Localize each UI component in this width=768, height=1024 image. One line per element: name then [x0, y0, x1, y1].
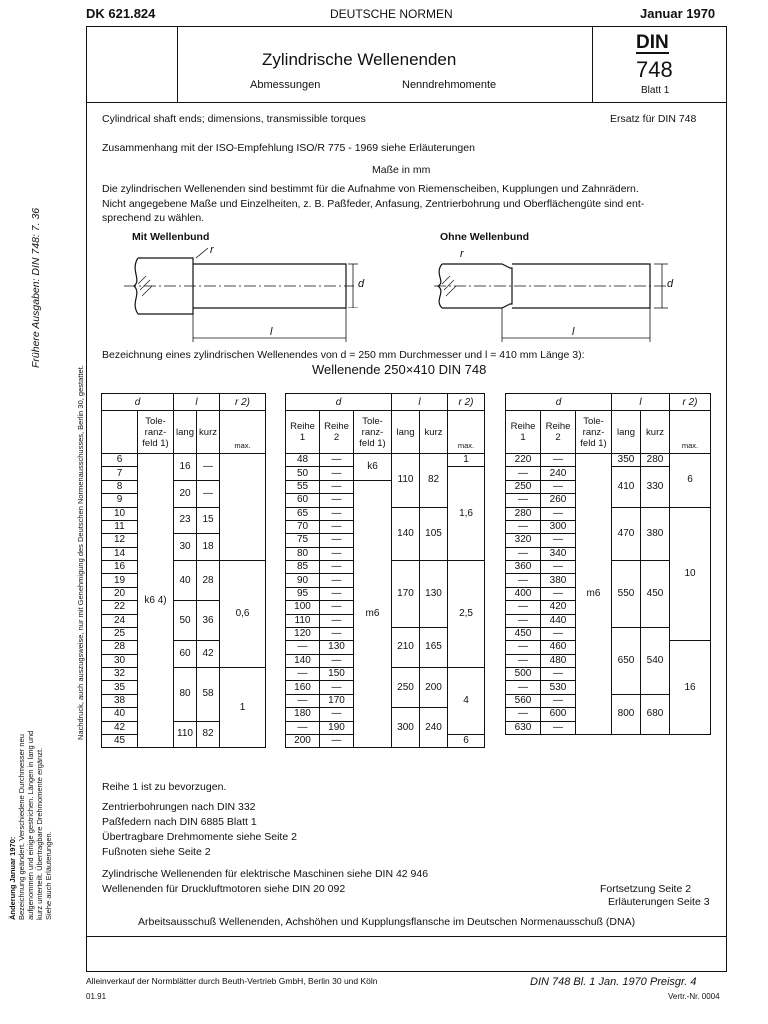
cell-reihe-1: — [286, 694, 320, 707]
cell-reihe-2: 150 [320, 668, 354, 681]
contract-number: Vertr.-Nr. 0004 [668, 992, 720, 1001]
intro-line-2: Nicht angegebene Maße und Einzelheiten, z. B. Paßfeder, Anfasung, Zentrierbohrung und Oberflächengüte sind ent- [102, 198, 645, 210]
cell-reihe-2: — [320, 681, 354, 694]
change-notice-title: Änderung Januar 1970: [8, 836, 17, 920]
cell-reihe-2: — [320, 520, 354, 533]
cell-reihe-1: 80 [286, 547, 320, 560]
issue-date: Januar 1970 [640, 6, 716, 21]
cell-lang: 800 [612, 694, 641, 734]
explanations-note: Erläuterungen Seite 3 [608, 896, 710, 908]
cell-kurz: — [197, 454, 220, 481]
cell-lang: 470 [612, 507, 641, 561]
cell-r: 1 [448, 454, 485, 467]
cell-kurz: 200 [420, 668, 448, 708]
cell-reihe-2: — [320, 507, 354, 520]
cell-d: 24 [102, 614, 138, 627]
header-kurz: kurz [641, 411, 670, 454]
bottom-divider [86, 936, 727, 937]
organization: DEUTSCHE NORMEN [330, 7, 453, 21]
cell-d: 9 [102, 494, 138, 507]
label-l-right: l [572, 326, 575, 338]
cell-reihe-1: 140 [286, 654, 320, 667]
cell-reihe-1: 55 [286, 480, 320, 493]
cell-reihe-1: — [506, 467, 541, 480]
cell-reihe-2: — [320, 467, 354, 480]
change-notice [8, 731, 53, 920]
blatt-number: Blatt 1 [641, 85, 670, 96]
cell-reihe-2: 300 [541, 520, 576, 533]
header-max: max. [220, 411, 266, 454]
cell-reihe-1: 70 [286, 520, 320, 533]
footer-reference: DIN 748 Bl. 1 Jan. 1970 Preisgr. 4 [530, 976, 697, 988]
cell-lang: 210 [392, 627, 420, 667]
cell-kurz: 540 [641, 627, 670, 694]
cell-reihe-2: — [320, 534, 354, 547]
ersatz-note: Ersatz für DIN 748 [610, 113, 697, 125]
cell-d: 8 [102, 480, 138, 493]
cell-d: 42 [102, 721, 138, 734]
table-medium-diameters [285, 393, 485, 748]
designation-example: Wellenende 250×410 DIN 748 [312, 362, 487, 377]
cell-reihe-1: 630 [506, 721, 541, 734]
header-tolerance: Tole- ranz- feld 1) [138, 411, 174, 454]
header-l: l [612, 394, 670, 411]
cell-d: 19 [102, 574, 138, 587]
header-lang: lang [174, 411, 197, 454]
cell-r: 1 [220, 668, 266, 748]
change-notice-line: Siehe auch Erläuterungen. [44, 831, 53, 920]
note-druckluftmotoren: Wellenenden für Druckluftmotoren siehe DIN 20 092 [102, 883, 346, 895]
cell-reihe-2: — [320, 480, 354, 493]
cell-reihe-2: 460 [541, 641, 576, 654]
cell-lang: 550 [612, 561, 641, 628]
reihe-note: Reihe 1 ist zu bevorzugen. [102, 781, 227, 793]
cell-tolerance: k6 4) [138, 454, 174, 748]
cell-d: 20 [102, 587, 138, 600]
cell-reihe-1: 90 [286, 574, 320, 587]
document-title: Zylindrische Wellenenden [262, 50, 457, 69]
cell-r: 6 [670, 454, 711, 508]
cell-reihe-1: 100 [286, 601, 320, 614]
table-large-diameters [505, 393, 711, 735]
cell-lang: 60 [174, 641, 197, 668]
designation-line: Bezeichnung eines zylindrischen Wellenendes von d = 250 mm Durchmesser und l = 410 mm Länge 3): [102, 349, 585, 361]
cell-reihe-2: 480 [541, 654, 576, 667]
cell-tolerance: m6 [576, 454, 612, 735]
cell-reihe-2: 190 [320, 721, 354, 734]
shaft-with-collar-drawing [118, 244, 358, 344]
cell-kurz: 105 [420, 507, 448, 561]
cell-d: 14 [102, 547, 138, 560]
cell-reihe-1: — [506, 654, 541, 667]
table-row [506, 454, 711, 467]
cell-reihe-1: — [506, 708, 541, 721]
din-number: 748 [636, 57, 673, 82]
header-d: d [102, 394, 174, 411]
iso-note: Zusammenhang mit der ISO-Empfehlung ISO/R 775 - 1969 siehe Erläuterungen [102, 142, 475, 154]
committee-note: Arbeitsausschuß Wellenenden, Achshöhen und Kupplungsflansche im Deutschen Normenausschuß (DNA) [138, 916, 636, 928]
cell-lang: 250 [392, 668, 420, 708]
cell-lang: 30 [174, 534, 197, 561]
cell-lang: 23 [174, 507, 197, 534]
cell-reihe-2: — [320, 614, 354, 627]
cell-lang: 110 [392, 454, 420, 508]
cell-r: 1,6 [448, 467, 485, 561]
cell-d: 35 [102, 681, 138, 694]
note-fussnoten: Fußnoten siehe Seite 2 [102, 846, 211, 858]
cell-lang: 80 [174, 668, 197, 722]
header-lang: lang [612, 411, 641, 454]
note-zentrierbohrungen: Zentrierbohrungen nach DIN 332 [102, 801, 256, 813]
intro-line-1: Die zylindrischen Wellenenden sind bestimmt für die Aufnahme von Riemenscheiben, Kupplungen und Zahnrädern. [102, 183, 639, 195]
cell-reihe-1: 65 [286, 507, 320, 520]
cell-reihe-1: 500 [506, 668, 541, 681]
cell-d: 28 [102, 641, 138, 654]
cell-kurz: 240 [420, 708, 448, 748]
header-tolerance: Tole- ranz- feld 1) [354, 411, 392, 454]
table-row [286, 454, 485, 467]
table-row [102, 668, 266, 681]
change-notice-line: Bezeichnung geändert. Verschiedene Durchmesser neu [17, 734, 26, 920]
earlier-editions: Frühere Ausgaben: DIN 748: 7. 36 [30, 207, 42, 368]
cell-lang: 650 [612, 627, 641, 694]
cell-reihe-2: 260 [541, 494, 576, 507]
reprint-notice: Nachdruck, auch auszugsweise, nur mit Genehmigung des Deutschen Normenausschusses, Berlin 30, gestattet. [76, 365, 85, 740]
cell-kurz: 28 [197, 561, 220, 601]
cell-reihe-2: — [320, 454, 354, 467]
cell-reihe-1: 220 [506, 454, 541, 467]
header-d: d [286, 394, 392, 411]
header-d: d [506, 394, 612, 411]
cell-r: 4 [448, 668, 485, 735]
cell-reihe-1: 280 [506, 507, 541, 520]
cell-d: 25 [102, 627, 138, 640]
cell-d: 7 [102, 467, 138, 480]
table-small-diameters [101, 393, 266, 748]
table-row [102, 561, 266, 574]
cell-reihe-1: — [286, 668, 320, 681]
cell-reihe-1: — [286, 641, 320, 654]
cell-kurz: 58 [197, 668, 220, 722]
cell-reihe-1: 50 [286, 467, 320, 480]
cell-reihe-2: — [320, 574, 354, 587]
cell-reihe-1: 250 [506, 480, 541, 493]
header-reihe-1: Reihe 1 [506, 411, 541, 454]
cell-reihe-1: — [506, 520, 541, 533]
cell-reihe-2: — [541, 507, 576, 520]
cell-lang: 16 [174, 454, 197, 481]
cell-reihe-1: 320 [506, 534, 541, 547]
note-elektrische-maschinen: Zylindrische Wellenenden für elektrische Maschinen siehe DIN 42 946 [102, 868, 429, 880]
cell-d: 12 [102, 534, 138, 547]
cell-reihe-2: — [320, 654, 354, 667]
header-max: max. [670, 411, 711, 454]
cell-reihe-2: 340 [541, 547, 576, 560]
cell-d: 16 [102, 561, 138, 574]
cell-reihe-1: — [286, 721, 320, 734]
cell-d: 45 [102, 734, 138, 747]
cell-reihe-1: 450 [506, 627, 541, 640]
header-r: r 2) [448, 394, 485, 411]
cell-reihe-2: — [320, 708, 354, 721]
english-title: Cylindrical shaft ends; dimensions, transmissible torques [102, 113, 366, 125]
subtitle-dimensions: Abmessungen [250, 79, 321, 91]
cell-r: 10 [670, 507, 711, 641]
cell-kurz: 36 [197, 601, 220, 641]
cell-reihe-2: 130 [320, 641, 354, 654]
cell-reihe-2: — [541, 627, 576, 640]
cell-reihe-1: — [506, 601, 541, 614]
shaft-without-collar-drawing [432, 244, 672, 344]
cell-reihe-2: — [541, 668, 576, 681]
cell-reihe-2: — [541, 480, 576, 493]
footer-code: 01.91 [86, 992, 107, 1001]
cell-r: 16 [670, 641, 711, 735]
cell-tolerance: k6 [354, 454, 392, 481]
title-divider [86, 102, 727, 103]
cell-reihe-2: — [541, 721, 576, 734]
cell-kurz: 680 [641, 694, 670, 734]
cell-d: 22 [102, 601, 138, 614]
note-drehmomente: Übertragbare Drehmomente siehe Seite 2 [102, 831, 297, 843]
cell-d: 6 [102, 454, 138, 467]
cell-reihe-2: 600 [541, 708, 576, 721]
title-right-divider [592, 26, 593, 102]
cell-reihe-2: 420 [541, 601, 576, 614]
cell-kurz: 42 [197, 641, 220, 668]
cell-d: 11 [102, 520, 138, 533]
cell-r: 6 [448, 734, 485, 747]
cell-reihe-1: — [506, 494, 541, 507]
cell-lang: 40 [174, 561, 197, 601]
change-notice-line: kurz unterteilt. Übertragbare Drehmomente ergänzt. [35, 747, 44, 920]
cell-d: 38 [102, 694, 138, 707]
cell-reihe-1: 400 [506, 587, 541, 600]
cell-d: 30 [102, 654, 138, 667]
header-kurz: kurz [420, 411, 448, 454]
cell-kurz: 15 [197, 507, 220, 534]
subtitle-torques: Nenndrehmomente [402, 79, 497, 91]
header-d-values [102, 411, 138, 454]
cell-kurz: 330 [641, 467, 670, 507]
header-lang: lang [392, 411, 420, 454]
cell-lang: 20 [174, 480, 197, 507]
cell-kurz: 82 [197, 721, 220, 748]
cell-lang: 140 [392, 507, 420, 561]
units-note: Maße in mm [372, 164, 431, 176]
cell-kurz: 380 [641, 507, 670, 561]
cell-reihe-2: 380 [541, 574, 576, 587]
cell-reihe-2: — [320, 561, 354, 574]
cell-kurz: — [197, 480, 220, 507]
cell-reihe-1: 48 [286, 454, 320, 467]
cell-kurz: 165 [420, 627, 448, 667]
cell-kurz: 280 [641, 454, 670, 467]
cell-reihe-2: — [320, 734, 354, 747]
cell-reihe-2: — [320, 587, 354, 600]
cell-reihe-1: 160 [286, 681, 320, 694]
cell-reihe-1: — [506, 574, 541, 587]
cell-tolerance: m6 [354, 480, 392, 748]
figure-right-title: Ohne Wellenbund [440, 231, 530, 243]
label-d-left: d [358, 278, 365, 290]
label-r-left: r [210, 244, 214, 256]
cell-reihe-2: — [320, 627, 354, 640]
header-r: r 2) [670, 394, 711, 411]
cell-r: 2,5 [448, 561, 485, 668]
cell-reihe-1: 180 [286, 708, 320, 721]
cell-reihe-2: — [541, 694, 576, 707]
dk-number: DK 621.824 [86, 6, 156, 21]
continuation-note: Fortsetzung Seite 2 [600, 883, 692, 895]
cell-reihe-2: — [541, 454, 576, 467]
cell-lang: 410 [612, 467, 641, 507]
cell-reihe-1: 120 [286, 627, 320, 640]
cell-reihe-1: 200 [286, 734, 320, 747]
cell-reihe-1: 110 [286, 614, 320, 627]
cell-reihe-2: — [541, 587, 576, 600]
header-reihe-1: Reihe 1 [286, 411, 320, 454]
note-passfedern: Paßfedern nach DIN 6885 Blatt 1 [102, 816, 257, 828]
cell-lang: 300 [392, 708, 420, 748]
cell-lang: 170 [392, 561, 420, 628]
cell-reihe-2: — [541, 534, 576, 547]
cell-kurz: 130 [420, 561, 448, 628]
cell-reihe-1: 95 [286, 587, 320, 600]
cell-reihe-1: — [506, 681, 541, 694]
cell-reihe-1: 85 [286, 561, 320, 574]
header-kurz: kurz [197, 411, 220, 454]
din-logo: DIN [636, 32, 669, 53]
label-r-right: r [460, 248, 464, 260]
table-row [102, 454, 266, 467]
dimension-d-left [346, 258, 360, 308]
cell-reihe-1: 60 [286, 494, 320, 507]
header-r: r 2) [220, 394, 266, 411]
cell-reihe-2: — [320, 601, 354, 614]
cell-reihe-2: — [320, 494, 354, 507]
cell-reihe-1: — [506, 614, 541, 627]
cell-reihe-1: 360 [506, 561, 541, 574]
cell-lang: 350 [612, 454, 641, 467]
header-l: l [174, 394, 220, 411]
cell-reihe-2: — [541, 561, 576, 574]
cell-d: 40 [102, 708, 138, 721]
cell-reihe-1: — [506, 641, 541, 654]
cell-kurz: 450 [641, 561, 670, 628]
cell-kurz: 82 [420, 454, 448, 508]
cell-r: 0,6 [220, 561, 266, 668]
label-l-left: l [270, 326, 273, 338]
cell-r [220, 454, 266, 561]
cell-d: 32 [102, 668, 138, 681]
label-d-right: d [667, 278, 674, 290]
header-tolerance: Tole- ranz- feld 1) [576, 411, 612, 454]
header-reihe-2: Reihe 2 [541, 411, 576, 454]
cell-reihe-2: 530 [541, 681, 576, 694]
cell-d: 10 [102, 507, 138, 520]
cell-kurz: 18 [197, 534, 220, 561]
header-l: l [392, 394, 448, 411]
intro-line-3: sprechend zu wählen. [102, 212, 205, 224]
cell-reihe-1: 75 [286, 534, 320, 547]
cell-reihe-2: 240 [541, 467, 576, 480]
cell-reihe-1: — [506, 547, 541, 560]
header-max: max. [448, 411, 485, 454]
change-notice-line: aufgenommen und einige gestrichen. Längen in lang und [26, 730, 35, 920]
header-reihe-2: Reihe 2 [320, 411, 354, 454]
cell-reihe-2: 170 [320, 694, 354, 707]
cell-reihe-2: — [320, 547, 354, 560]
figure-left-title: Mit Wellenbund [132, 231, 210, 243]
title-left-divider [177, 26, 178, 102]
cell-reihe-1: 560 [506, 694, 541, 707]
cell-lang: 110 [174, 721, 197, 748]
cell-lang: 50 [174, 601, 197, 641]
distribution-note: Alleinverkauf der Normblätter durch Beuth-Vertrieb GmbH, Berlin 30 und Köln [86, 976, 378, 986]
cell-reihe-2: 440 [541, 614, 576, 627]
